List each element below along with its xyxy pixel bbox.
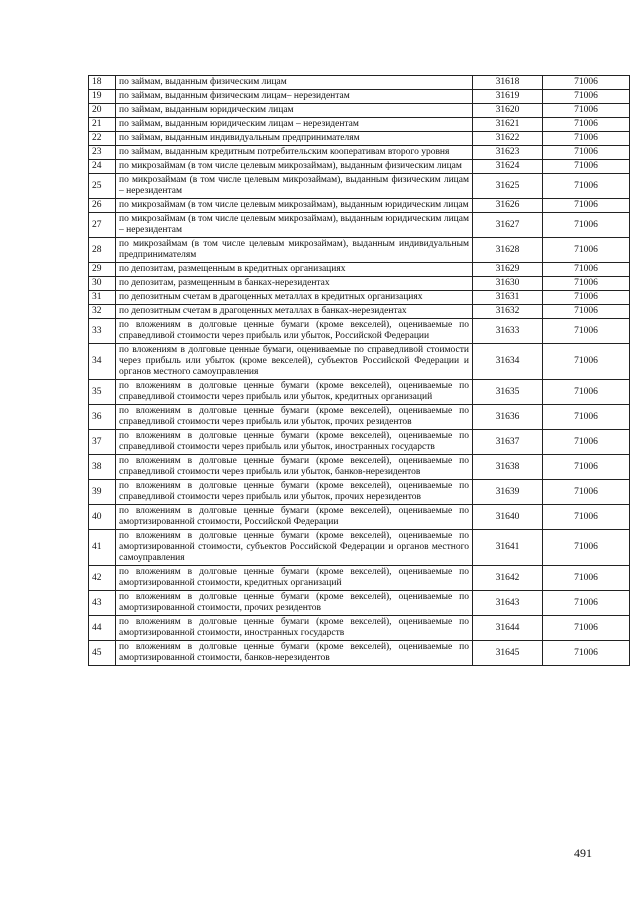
symbol-code: 71006	[543, 263, 630, 277]
row-description: по депозитным счетам в драгоценных металлах в кредитных организациях	[116, 291, 473, 305]
symbol-code: 71006	[543, 90, 630, 104]
table-row	[89, 505, 630, 530]
account-code: 31633	[473, 319, 543, 344]
account-code: 31641	[473, 530, 543, 566]
row-number: 43	[89, 591, 116, 616]
account-code: 31622	[473, 132, 543, 146]
symbol-code: 71006	[543, 132, 630, 146]
row-description: по займам, выданным физическим лицам– нерезидентам	[116, 90, 473, 104]
row-description: по займам, выданным индивидуальным предпринимателям	[116, 132, 473, 146]
account-code: 31620	[473, 104, 543, 118]
table-row	[89, 76, 630, 90]
symbol-code: 71006	[543, 213, 630, 238]
symbol-code: 71006	[543, 480, 630, 505]
symbol-code: 71006	[543, 238, 630, 263]
account-code: 31630	[473, 277, 543, 291]
symbol-code: 71006	[543, 505, 630, 530]
row-number: 35	[89, 380, 116, 405]
table-row	[89, 430, 630, 455]
table-row	[89, 213, 630, 238]
symbol-code: 71006	[543, 146, 630, 160]
account-code: 31645	[473, 641, 543, 666]
row-number: 42	[89, 566, 116, 591]
table-row	[89, 263, 630, 277]
symbol-code: 71006	[543, 591, 630, 616]
row-description: по вложениям в долговые ценные бумаги, оцениваемые по справедливой стоимости через прибыль или убыток (кроме векселей), субъектов Российской Федерации и органов местного самоуправления	[116, 344, 473, 380]
row-number: 25	[89, 174, 116, 199]
symbol-code: 71006	[543, 160, 630, 174]
row-description: по вложениям в долговые ценные бумаги (кроме векселей), оцениваемые по справедливой стоимости через прибыль или убыток, Российской Федерации	[116, 319, 473, 344]
table-row	[89, 132, 630, 146]
account-code: 31628	[473, 238, 543, 263]
account-code: 31619	[473, 90, 543, 104]
table-row	[89, 118, 630, 132]
symbol-code: 71006	[543, 118, 630, 132]
account-code: 31634	[473, 344, 543, 380]
table-row	[89, 90, 630, 104]
symbol-code: 71006	[543, 199, 630, 213]
row-description: по вложениям в долговые ценные бумаги (кроме векселей), оцениваемые по амортизированной стоимости, субъектов Российской Федерации и органов местного самоуправления	[116, 530, 473, 566]
row-number: 22	[89, 132, 116, 146]
row-number: 40	[89, 505, 116, 530]
table-row	[89, 591, 630, 616]
account-code: 31623	[473, 146, 543, 160]
account-code: 31640	[473, 505, 543, 530]
row-description: по депозитным счетам в драгоценных металлах в банках-нерезидентах	[116, 305, 473, 319]
account-code: 31643	[473, 591, 543, 616]
account-code: 31618	[473, 76, 543, 90]
row-number: 31	[89, 291, 116, 305]
table-row	[89, 455, 630, 480]
symbol-code: 71006	[543, 566, 630, 591]
row-description: по депозитам, размещенным в кредитных организациях	[116, 263, 473, 277]
table-row	[89, 344, 630, 380]
table-row	[89, 160, 630, 174]
row-description: по вложениям в долговые ценные бумаги (кроме векселей), оцениваемые по справедливой стоимости через прибыль или убыток, прочих резидентов	[116, 405, 473, 430]
symbol-code: 71006	[543, 291, 630, 305]
row-description: по микрозаймам (в том числе целевым микрозаймам), выданным физическим лицам	[116, 160, 473, 174]
symbol-code: 71006	[543, 319, 630, 344]
row-description: по вложениям в долговые ценные бумаги (кроме векселей), оцениваемые по амортизированной стоимости, Российской Федерации	[116, 505, 473, 530]
row-number: 24	[89, 160, 116, 174]
row-number: 27	[89, 213, 116, 238]
symbol-code: 71006	[543, 455, 630, 480]
table-row	[89, 530, 630, 566]
symbol-code: 71006	[543, 305, 630, 319]
row-description: по вложениям в долговые ценные бумаги (кроме векселей), оцениваемые по амортизированной стоимости, прочих резидентов	[116, 591, 473, 616]
account-code: 31631	[473, 291, 543, 305]
account-code: 31644	[473, 616, 543, 641]
account-code: 31639	[473, 480, 543, 505]
row-number: 38	[89, 455, 116, 480]
row-description: по займам, выданным юридическим лицам – нерезидентам	[116, 118, 473, 132]
table-row	[89, 566, 630, 591]
row-description: по займам, выданным юридическим лицам	[116, 104, 473, 118]
row-description: по займам, выданным кредитным потребительским кооперативам второго уровня	[116, 146, 473, 160]
row-number: 45	[89, 641, 116, 666]
row-number: 36	[89, 405, 116, 430]
row-number: 21	[89, 118, 116, 132]
row-description: по вложениям в долговые ценные бумаги (кроме векселей), оцениваемые по справедливой стоимости через прибыль или убыток, иностранных государств	[116, 430, 473, 455]
row-description: по микрозаймам (в том числе целевым микрозаймам), выданным индивидуальным предпринимателям	[116, 238, 473, 263]
account-code: 31627	[473, 213, 543, 238]
symbol-code: 71006	[543, 380, 630, 405]
row-number: 33	[89, 319, 116, 344]
page-number: 491	[574, 846, 592, 860]
table-row	[89, 480, 630, 505]
row-number: 37	[89, 430, 116, 455]
accounts-table	[88, 75, 630, 666]
row-number: 29	[89, 263, 116, 277]
row-number: 18	[89, 76, 116, 90]
row-number: 30	[89, 277, 116, 291]
row-description: по вложениям в долговые ценные бумаги (кроме векселей), оцениваемые по амортизированной стоимости, иностранных государств	[116, 616, 473, 641]
symbol-code: 71006	[543, 405, 630, 430]
row-number: 20	[89, 104, 116, 118]
table-row	[89, 305, 630, 319]
table-row	[89, 405, 630, 430]
row-description: по вложениям в долговые ценные бумаги (кроме векселей), оцениваемые по справедливой стоимости через прибыль или убыток, банков-нерезидентов	[116, 455, 473, 480]
row-number: 19	[89, 90, 116, 104]
symbol-code: 71006	[543, 344, 630, 380]
account-code: 31629	[473, 263, 543, 277]
symbol-code: 71006	[543, 530, 630, 566]
symbol-code: 71006	[543, 104, 630, 118]
row-number: 32	[89, 305, 116, 319]
account-code: 31625	[473, 174, 543, 199]
table-row	[89, 199, 630, 213]
account-code: 31626	[473, 199, 543, 213]
table-row	[89, 291, 630, 305]
row-number: 44	[89, 616, 116, 641]
account-code: 31638	[473, 455, 543, 480]
symbol-code: 71006	[543, 76, 630, 90]
row-description: по микрозаймам (в том числе целевым микрозаймам), выданным физическим лицам – нерезидентам	[116, 174, 473, 199]
table-row	[89, 319, 630, 344]
table-body	[89, 76, 630, 666]
account-code: 31637	[473, 430, 543, 455]
row-number: 26	[89, 199, 116, 213]
row-description: по депозитам, размещенным в банках-нерезидентах	[116, 277, 473, 291]
table-row	[89, 174, 630, 199]
row-description: по вложениям в долговые ценные бумаги (кроме векселей), оцениваемые по справедливой стоимости через прибыль или убыток, кредитных организаций	[116, 380, 473, 405]
account-code: 31636	[473, 405, 543, 430]
row-number: 39	[89, 480, 116, 505]
symbol-code: 71006	[543, 616, 630, 641]
row-description: по вложениям в долговые ценные бумаги (кроме векселей), оцениваемые по амортизированной стоимости, кредитных организаций	[116, 566, 473, 591]
account-code: 31635	[473, 380, 543, 405]
table-row	[89, 104, 630, 118]
row-number: 41	[89, 530, 116, 566]
account-code: 31621	[473, 118, 543, 132]
row-number: 28	[89, 238, 116, 263]
row-description: по займам, выданным физическим лицам	[116, 76, 473, 90]
row-description: по микрозаймам (в том числе целевым микрозаймам), выданным юридическим лицам	[116, 199, 473, 213]
symbol-code: 71006	[543, 641, 630, 666]
table-row	[89, 146, 630, 160]
account-code: 31642	[473, 566, 543, 591]
table-row	[89, 641, 630, 666]
symbol-code: 71006	[543, 430, 630, 455]
table-row	[89, 238, 630, 263]
account-code: 31632	[473, 305, 543, 319]
table-row	[89, 380, 630, 405]
row-number: 23	[89, 146, 116, 160]
symbol-code: 71006	[543, 174, 630, 199]
symbol-code: 71006	[543, 277, 630, 291]
row-number: 34	[89, 344, 116, 380]
row-description: по вложениям в долговые ценные бумаги (кроме векселей), оцениваемые по амортизированной стоимости, банков-нерезидентов	[116, 641, 473, 666]
row-description: по вложениям в долговые ценные бумаги (кроме векселей), оцениваемые по справедливой стоимости через прибыль или убыток, прочих нерезидентов	[116, 480, 473, 505]
table-row	[89, 277, 630, 291]
row-description: по микрозаймам (в том числе целевым микрозаймам), выданным юридическим лицам – нерезидентам	[116, 213, 473, 238]
table-row	[89, 616, 630, 641]
account-code: 31624	[473, 160, 543, 174]
